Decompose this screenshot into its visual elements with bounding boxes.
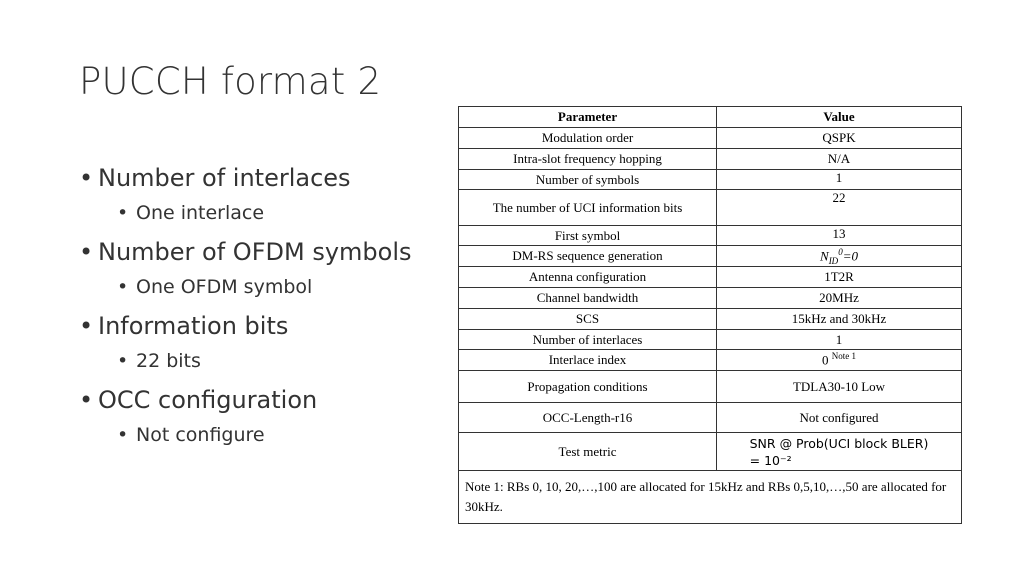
sub-bullet-item: • One OFDM symbol xyxy=(79,274,449,300)
parameter-table xyxy=(458,106,962,524)
bullet-item: • Number of interlaces xyxy=(79,162,449,194)
value-cell: 1T2R xyxy=(717,267,962,288)
value-tail: =0 xyxy=(842,247,858,263)
param-cell: Intra-slot frequency hopping xyxy=(459,149,717,170)
slide-title: PUCCH format 2 xyxy=(79,60,382,103)
param-cell: DM-RS sequence generation xyxy=(459,246,717,267)
param-cell: Modulation order xyxy=(459,128,717,149)
table-row xyxy=(459,330,962,350)
param-cell: Number of interlaces xyxy=(459,330,717,350)
column-header-value: Value xyxy=(717,107,962,128)
param-cell: Propagation conditions xyxy=(459,371,717,403)
value-cell: 22 xyxy=(717,190,962,226)
table-row xyxy=(459,350,962,371)
sub-bullet-item: • 22 bits xyxy=(79,348,449,374)
sub-bullet-item: • Not configure xyxy=(79,422,449,448)
value-cell: 20MHz xyxy=(717,288,962,309)
table-row xyxy=(459,170,962,190)
formula-line-1: SNR @ Prob(UCI block BLER) xyxy=(749,435,929,451)
table-row xyxy=(459,433,962,471)
bullet-item: • Information bits xyxy=(79,310,449,342)
table-row xyxy=(459,288,962,309)
param-cell: First symbol xyxy=(459,226,717,246)
value-main: N xyxy=(820,247,829,263)
param-cell: Interlace index xyxy=(459,350,717,371)
table-row xyxy=(459,128,962,149)
value-cell: 15kHz and 30kHz xyxy=(717,309,962,330)
table-row xyxy=(459,190,962,226)
table-header-row xyxy=(459,107,962,128)
bullet-list xyxy=(79,156,449,458)
value-subscript: ID xyxy=(828,255,839,266)
table-row xyxy=(459,246,962,267)
value-superscript: 0 xyxy=(838,246,843,257)
table-row xyxy=(459,371,962,403)
note-row xyxy=(459,471,962,524)
table-row xyxy=(459,403,962,433)
param-cell: The number of UCI information bits xyxy=(459,190,717,226)
table-row xyxy=(459,226,962,246)
param-cell: Channel bandwidth xyxy=(459,288,717,309)
param-cell: OCC-Length-r16 xyxy=(459,403,717,433)
value-cell: QSPK xyxy=(717,128,962,149)
bullet-item: • Number of OFDM symbols xyxy=(79,236,449,268)
test-metric-formula xyxy=(750,435,929,469)
value-cell: Not configured xyxy=(717,403,962,433)
value-cell: TDLA30-10 Low xyxy=(717,371,962,403)
value-cell: N/A xyxy=(717,149,962,170)
column-header-parameter: Parameter xyxy=(459,107,717,128)
value-main: 0 xyxy=(822,352,829,368)
param-cell: Antenna configuration xyxy=(459,267,717,288)
note-cell: Note 1: RBs 0, 10, 20,…,100 are allocated for 15kHz and RBs 0,5,10,…,50 are allocated for 30kHz. xyxy=(459,471,962,524)
table-row xyxy=(459,309,962,330)
value-cell: 1 xyxy=(717,330,962,350)
value-cell xyxy=(717,246,962,267)
param-cell: Number of symbols xyxy=(459,170,717,190)
param-cell: Test metric xyxy=(459,433,717,471)
param-cell: SCS xyxy=(459,309,717,330)
table-row xyxy=(459,267,962,288)
note-reference: Note 1 xyxy=(831,351,856,362)
value-cell xyxy=(717,350,962,371)
table-row xyxy=(459,149,962,170)
value-cell xyxy=(717,433,962,471)
formula-line-2: = 10⁻² xyxy=(749,452,792,468)
bullet-item: • OCC configuration xyxy=(79,384,449,416)
value-cell: 13 xyxy=(717,226,962,246)
sub-bullet-item: • One interlace xyxy=(79,200,449,226)
value-cell: 1 xyxy=(717,170,962,190)
